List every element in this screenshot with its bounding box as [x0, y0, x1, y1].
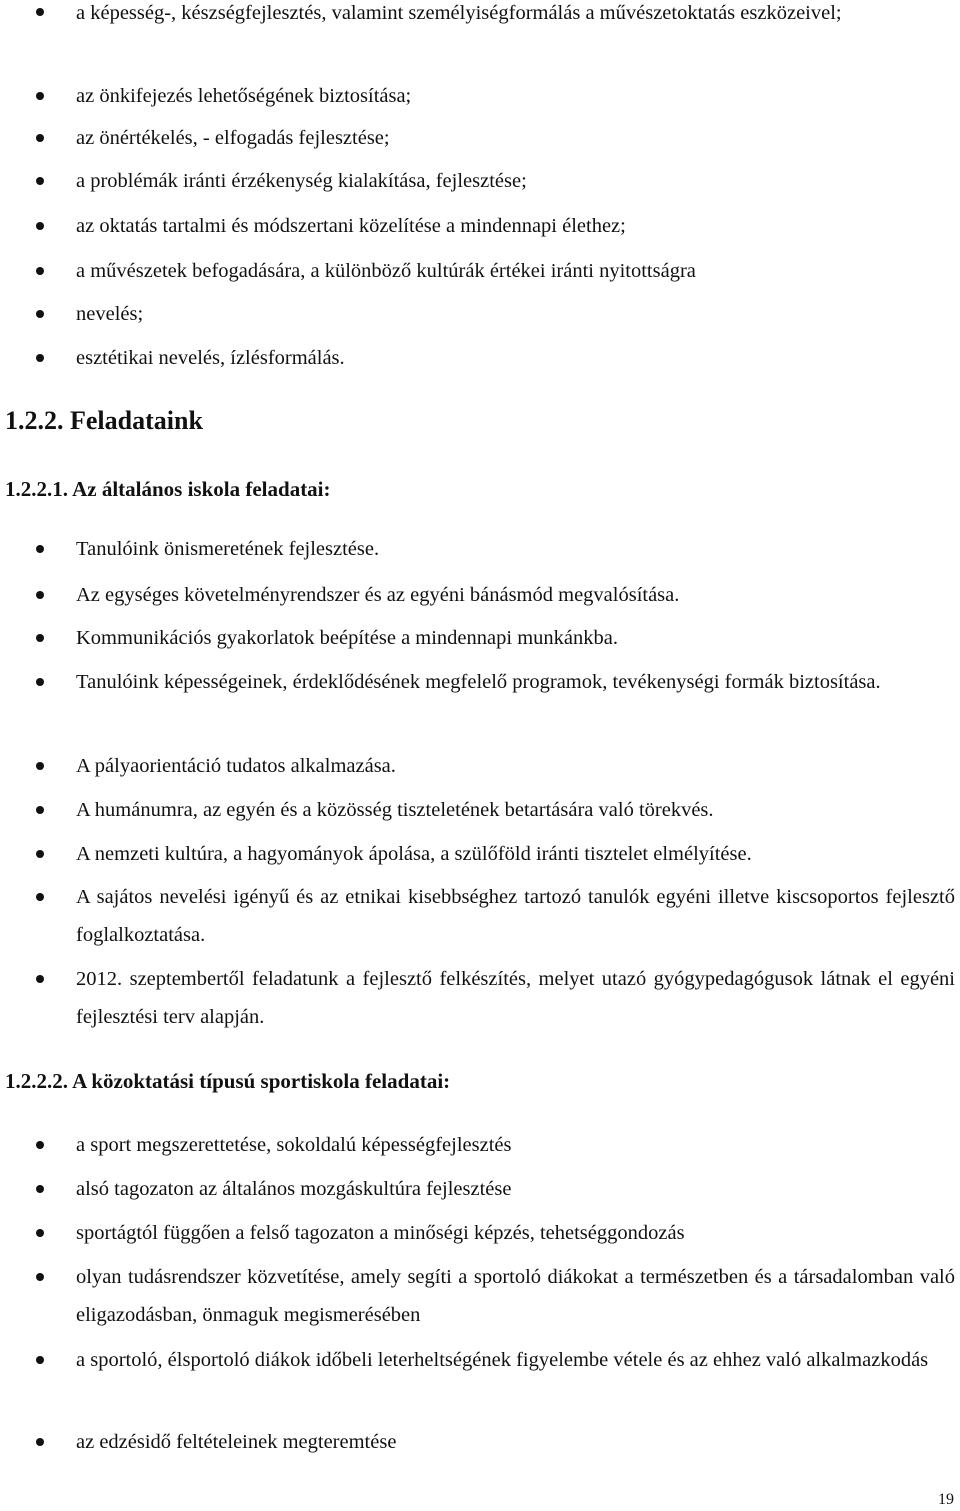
page-number: 19 [938, 1491, 954, 1508]
list-item: 2012. szeptembertől feladatunk a fejlesztő felkészítés, melyet utazó gyógypedagógusok látnak el egyéni fejlesztési terv alapján. [76, 968, 955, 1028]
list-item: az edzésidő feltételeinek megteremtése [76, 1431, 397, 1453]
list-item: olyan tudásrendszer közvetítése, amely segíti a sportoló diákokat a természetben és a társadalomban való eligazodásban, önmaguk megismerésében [76, 1266, 955, 1326]
bullet-icon [36, 1438, 44, 1446]
bullet-icon [36, 762, 44, 770]
bullet-icon [36, 222, 44, 230]
bullet-icon [36, 678, 44, 686]
list-item: A nemzeti kultúra, a hagyományok ápolása, a szülőföld iránti tisztelet elmélyítése. [76, 843, 752, 865]
list-item: a sport megszerettetése, sokoldalú képességfejlesztés [76, 1134, 512, 1156]
bullet-icon [36, 267, 44, 275]
list-item: a képesség-, készségfejlesztés, valamint személyiségformálás a művészetoktatás eszközeivel; [76, 2, 842, 24]
subsection-heading-school: 1.2.2.1. Az általános iskola feladatai: [5, 477, 331, 501]
subsection-heading-sport: 1.2.2.2. A közoktatási típusú sportiskola feladatai: [5, 1069, 451, 1093]
list-item: A sajátos nevelési igényű és az etnikai kisebbséghez tartozó tanulók egyéni illetve kiscsoportos fejlesztő foglalkoztatása. [76, 886, 955, 946]
bullet-icon [36, 1185, 44, 1193]
list-item: a problémák iránti érzékenység kialakítása, fejlesztése; [76, 170, 527, 192]
bullet-icon [36, 634, 44, 642]
list-item: Tanulóink önismeretének fejlesztése. [76, 538, 380, 560]
bullet-icon [36, 1141, 44, 1149]
list-item: a művészetek befogadására, a különböző kultúrák értékei iránti nyitottságra [76, 260, 696, 282]
bullet-icon [36, 975, 44, 983]
bullet-icon [36, 1273, 44, 1281]
bullet-icon [36, 8, 44, 16]
bullet-icon [36, 1229, 44, 1237]
bullet-icon [36, 310, 44, 318]
list-item: Tanulóink képességeinek, érdeklődésének megfelelő programok, tevékenységi formák biztosítása. [76, 671, 881, 693]
list-item: esztétikai nevelés, ízlésformálás. [76, 347, 345, 369]
bullet-icon [36, 354, 44, 362]
bullet-icon [36, 850, 44, 858]
bullet-icon [36, 177, 44, 185]
list-item: A pályaorientáció tudatos alkalmazása. [76, 755, 396, 777]
bullet-icon [36, 591, 44, 599]
bullet-icon [36, 1356, 44, 1364]
list-item: Az egységes követelményrendszer és az egyéni bánásmód megvalósítása. [76, 584, 680, 606]
list-item: az oktatás tartalmi és módszertani közelítése a mindennapi élethez; [76, 215, 626, 237]
list-item: az önkifejezés lehetőségének biztosítása; [76, 85, 412, 107]
section-heading: 1.2.2. Feladataink [5, 406, 203, 435]
list-item: alsó tagozaton az általános mozgáskultúra fejlesztése [76, 1178, 512, 1200]
list-item: nevelés; [76, 303, 144, 325]
bullet-icon [36, 893, 44, 901]
list-item: sportágtól függően a felső tagozaton a minőségi képzés, tehetséggondozás [76, 1222, 685, 1244]
bullet-icon [36, 545, 44, 553]
list-item: az önértékelés, - elfogadás fejlesztése; [76, 127, 390, 149]
bullet-icon [36, 92, 44, 100]
list-item: a sportoló, élsportoló diákok időbeli leterheltségének figyelembe vétele és az ehhez való alkalmazkodás [76, 1349, 929, 1371]
bullet-icon [36, 806, 44, 814]
bullet-icon [36, 134, 44, 142]
list-item: A humánumra, az egyén és a közösség tiszteletének betartására való törekvés. [76, 799, 714, 821]
list-item: Kommunikációs gyakorlatok beépítése a mindennapi munkánkba. [76, 627, 618, 649]
